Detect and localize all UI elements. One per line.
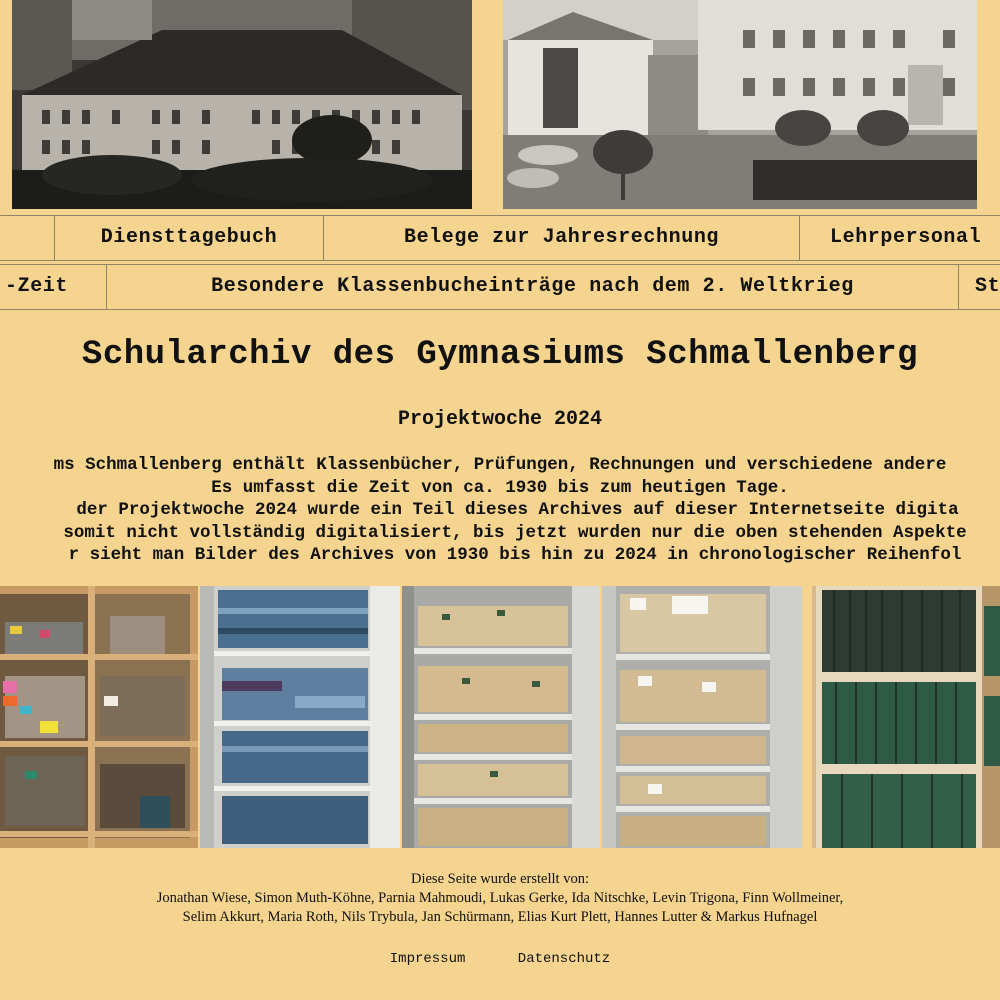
shelf-with-blue-folders-photo	[200, 586, 400, 848]
impressum-link[interactable]: Impressum	[389, 951, 466, 967]
intro-line: somit nicht vollständig digitalisiert, bis jetzt wurden nur die oben stehenden Aspekte	[63, 522, 967, 543]
intro-line: Es umfasst die Zeit von ca. 1930 bis zum heutigen Tage.	[211, 477, 789, 498]
page-subtitle: Projektwoche 2024	[397, 408, 603, 431]
nav-item-hidden-left[interactable]	[0, 216, 55, 260]
nav-item-st[interactable]: St	[958, 265, 1000, 309]
credits-line: Jonathan Wiese, Simon Muth-Köhne, Parnia Mahmoudi, Lukas Gerke, Ida Nitschke, Levin Trigona, Finn Wollmeiner,	[156, 890, 844, 906]
nav-item-klassenbucheintraege[interactable]: Besondere Klassenbucheinträge nach dem 2. Weltkrieg	[106, 265, 959, 309]
credits	[0, 870, 1000, 927]
intro-text	[0, 454, 1000, 567]
intro-line: r sieht man Bilder des Archives von 1930 bis hin zu 2024 in chronologischer Reihenfol	[68, 545, 962, 565]
cabinet-with-labeled-bundles-photo	[602, 586, 802, 848]
nav-item-diensttagebuch[interactable]: Diensttagebuch	[54, 216, 324, 260]
main-nav-row-1	[0, 215, 1000, 261]
nav-item-zeit[interactable]: -Zeit	[0, 265, 107, 309]
wooden-shelf-with-colored-tabs-photo	[0, 586, 198, 848]
credits-heading: Diese Seite wurde erstellt von:	[411, 871, 589, 887]
nav-item-belege[interactable]: Belege zur Jahresrechnung	[323, 216, 800, 260]
school-building-with-cars-photo	[503, 0, 977, 209]
datenschutz-link[interactable]: Datenschutz	[517, 951, 611, 967]
main-nav-row-2	[0, 264, 1000, 310]
historic-school-building-photo	[12, 0, 472, 209]
intro-line: ms Schmallenberg enthält Klassenbücher, Prüfungen, Rechnungen und verschiedene andere	[53, 455, 947, 475]
credits-line: Selim Akkurt, Maria Roth, Nils Trybula, Jan Schürmann, Elias Kurt Plett, Hannes Lutter & Markus Hufnagel	[182, 909, 818, 925]
cabinet-with-paper-bundles-photo	[402, 586, 600, 848]
footer-links	[0, 951, 1000, 967]
shelf-with-green-binders-photo	[812, 586, 1000, 848]
intro-line: der Projektwoche 2024 wurde ein Teil dieses Archives auf dieser Internetseite digita	[76, 500, 959, 520]
nav-item-lehrpersonal[interactable]: Lehrpersonal	[799, 216, 1000, 260]
archive-gallery	[0, 586, 1000, 848]
page-title: Schularchiv des Gymnasiums Schmallenberg	[81, 336, 919, 374]
